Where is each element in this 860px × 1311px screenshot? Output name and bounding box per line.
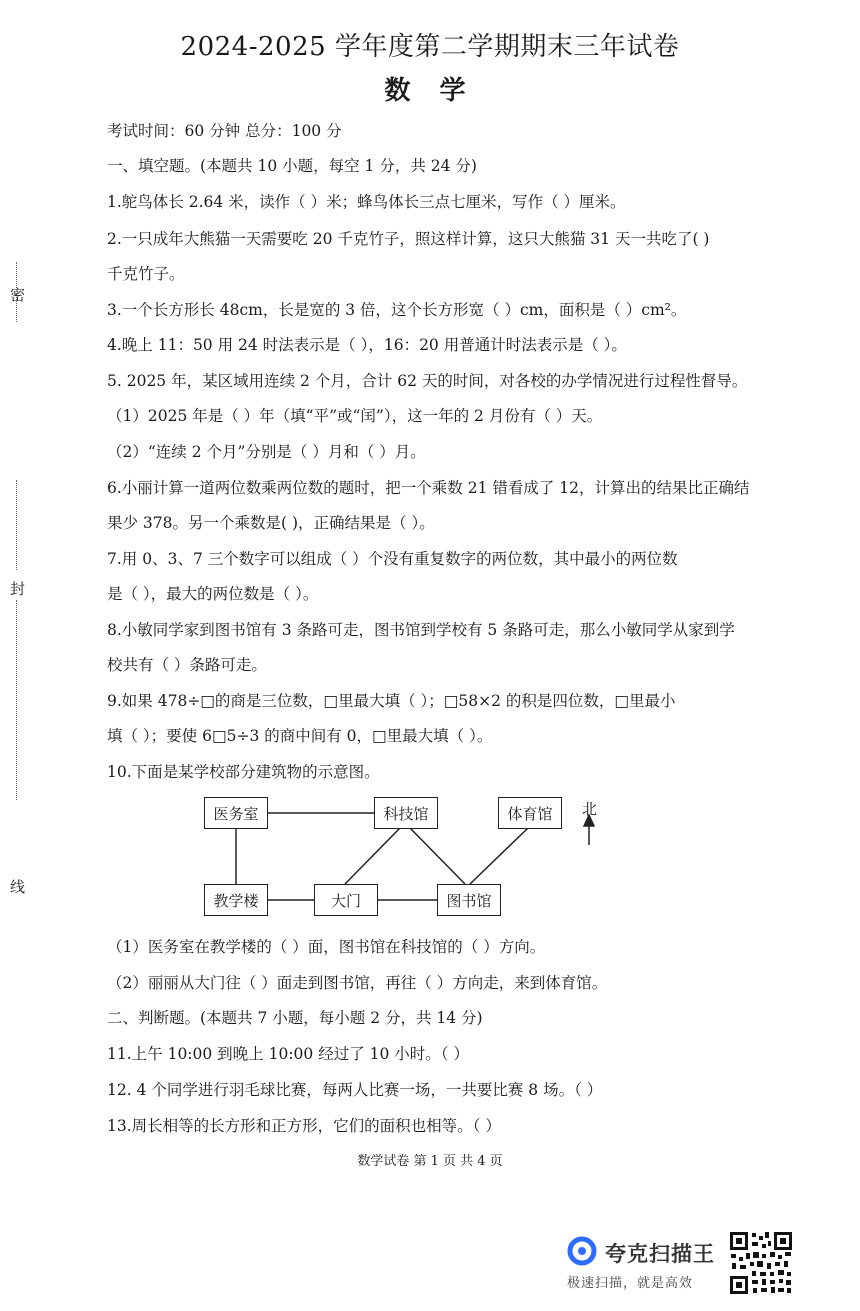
section-fill-title: 一、填空题。(本题共 10 小题，每空 1 分，共 24 分) xyxy=(107,157,477,175)
judge-question-13: 13.周长相等的长方形和正方形，它们的面积也相等。（ ） xyxy=(107,1117,501,1135)
margin-char-xian: 线 xyxy=(10,878,26,896)
node-gate: 大门 xyxy=(314,884,378,916)
question-5-part-2: （2）“连续 2 个月”分别是（ ）月和（ ）月。 xyxy=(107,443,426,461)
node-teaching: 教学楼 xyxy=(204,884,268,916)
margin-char-feng: 封 xyxy=(10,580,26,598)
question-7-cont: 是（ ），最大的两位数是（ ）。 xyxy=(107,585,319,603)
question-9-cont: 填（ ）；要使 6□5÷3 的商中间有 0，□里最大填（ ）。 xyxy=(107,727,493,745)
question-10-part-2: （2）丽丽从大门往（ ）面走到图书馆，再往（ ）方向走，来到体育馆。 xyxy=(107,974,608,992)
node-gym: 体育馆 xyxy=(498,797,562,829)
node-science: 科技馆 xyxy=(374,797,438,829)
node-library: 图书馆 xyxy=(437,884,501,916)
question-10-part-1: （1）医务室在教学楼的（ ）面，图书馆在科技馆的（ ）方向。 xyxy=(107,938,546,956)
qr-code-icon xyxy=(728,1230,794,1296)
scanner-watermark xyxy=(565,1232,725,1292)
question-4: 4.晚上 11：50 用 24 时法表示是（ ），16：20 用普通计时法表示是（ ）。 xyxy=(107,336,627,354)
question-9: 9.如果 478÷□的商是三位数，□里最大填（ ）；□58×2 的积是四位数，□里最小 xyxy=(107,692,676,710)
scanner-logo-icon xyxy=(567,1236,597,1266)
connector-science-gate xyxy=(345,828,400,884)
scanner-brand: 夸克扫描王 xyxy=(605,1242,715,1266)
question-8-cont: 校共有（ ）条路可走。 xyxy=(107,656,267,674)
question-10: 10.下面是某学校部分建筑物的示意图。 xyxy=(107,763,380,781)
question-5: 5. 2025 年，某区域用连续 2 个月，合计 62 天的时间，对各校的办学情况进行过程性督导。 xyxy=(107,372,748,390)
question-2-cont: 千克竹子。 xyxy=(107,265,185,283)
scanner-slogan: 极速扫描，就是高效 xyxy=(567,1276,694,1291)
margin-char-mi: 密 xyxy=(10,286,26,304)
question-5-part-1: （1）2025 年是（ ）年（填“平”或“闰”），这一年的 2 月份有（ ）天。 xyxy=(107,407,603,425)
connector-science-library xyxy=(410,828,465,884)
subject-title: 数 学 xyxy=(384,76,476,106)
judge-question-11: 11.上午 10:00 到晚上 10:00 经过了 10 小时。（ ） xyxy=(107,1045,469,1063)
question-1: 1.鸵鸟体长 2.64 米，读作（ ）米；蜂鸟体长三点七厘米，写作（ ）厘米。 xyxy=(107,193,626,211)
question-6-cont: 果少 378。另一个乘数是( )，正确结果是（ ）。 xyxy=(107,514,435,532)
question-3: 3.一个长方形长 48cm，长是宽的 3 倍，这个长方形宽（ ）cm，面积是（ ）cm²。 xyxy=(107,301,687,319)
node-clinic: 医务室 xyxy=(204,797,268,829)
exam-info: 考试时间：60 分钟 总分：100 分 xyxy=(107,122,342,140)
judge-question-12: 12. 4 个同学进行羽毛球比赛，每两人比赛一场，一共要比赛 8 场。（ ） xyxy=(107,1081,603,1099)
question-8: 8.小敏同学家到图书馆有 3 条路可走，图书馆到学校有 5 条路可走，那么小敏同学从家到学 xyxy=(107,621,735,639)
question-6: 6.小丽计算一道两位数乘两位数的题时，把一个乘数 21 错看成了 12，计算出的结果比正确结 xyxy=(107,479,750,497)
north-label: 北 xyxy=(582,800,598,818)
question-7: 7.用 0、3、7 三个数字可以组成（ ）个没有重复数字的两位数，其中最小的两位数 xyxy=(107,550,678,568)
connector-gym-library xyxy=(470,828,528,884)
exam-title: 2024-2025 学年度第二学期期末三年试卷 xyxy=(180,32,680,62)
page-footer: 数学试卷 第 1 页 共 4 页 xyxy=(357,1154,503,1169)
section-judge-title: 二、判断题。(本题共 7 小题，每小题 2 分，共 14 分) xyxy=(107,1009,483,1027)
question-2: 2.一只成年大熊猫一天需要吃 20 千克竹子，照这样计算，这只大熊猫 31 天一共吃了( ) xyxy=(107,230,710,248)
